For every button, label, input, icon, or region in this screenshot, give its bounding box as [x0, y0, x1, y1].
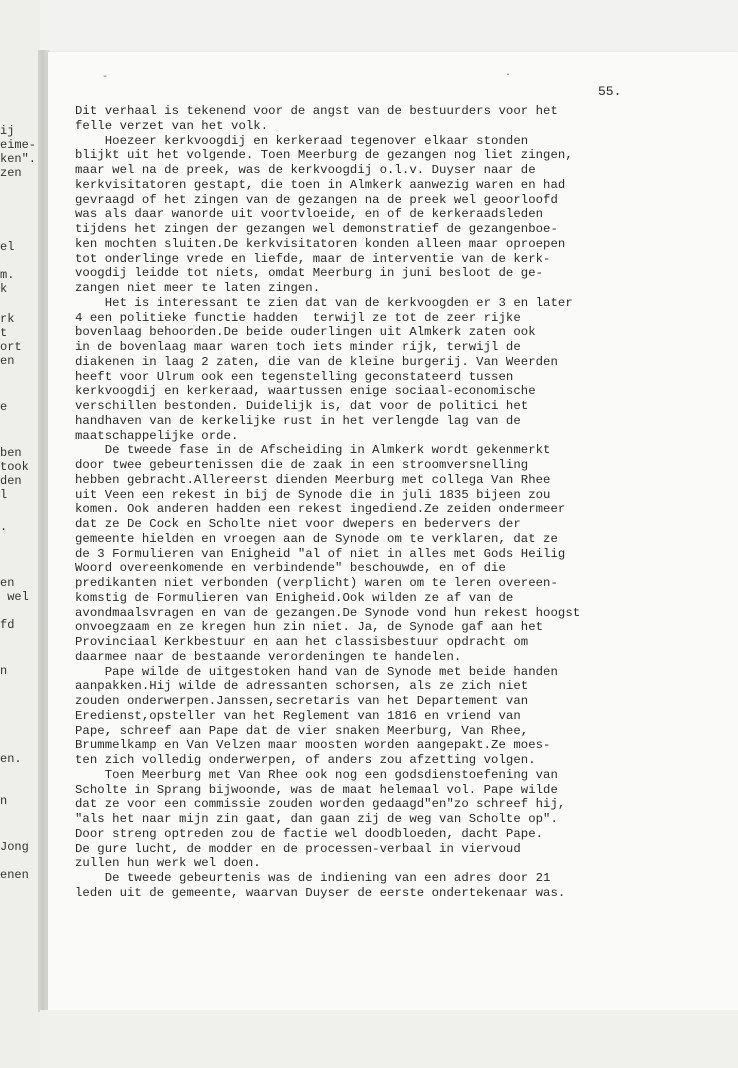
text-line: handhaven van de kerkelijke rust in het verlengde lag van de: [75, 413, 521, 428]
text-line: onvoegzaam en ze kregen hun zin niet. Ja, de Synode gaf aan het: [75, 620, 544, 635]
text-line: Woord overeenkomende en verbindende" beschouwde, en of die: [75, 561, 506, 576]
facing-page-text-fragment: en: [0, 576, 15, 590]
text-line: zouden onderwerpen.Janssen,secretaris van het Departement van: [75, 694, 529, 708]
text-line: uit Veen een rekest in bij de Synode die in juli 1835 bijeen zou: [75, 487, 551, 502]
facing-page-text-fragment: e: [0, 400, 8, 414]
typed-text-body: [75, 104, 695, 901]
text-line: tot onderlinge vrede en liefde, maar de interventie van de kerk-: [75, 251, 551, 266]
text-line: De tweede gebeurtenis was de indiening van een adres door 21: [75, 871, 551, 885]
text-line: hebben gebracht.Allereerst dienden Meerburg met collega Van Rhee: [75, 472, 551, 487]
text-line: verschillen bestonden. Duidelijk is, dat voor de politici het: [75, 399, 529, 413]
facing-page-text-fragment: l: [0, 488, 8, 502]
text-line: Eredienst,opsteller van het Reglement van 1816 en vriend van: [75, 708, 521, 723]
facing-page-text-fragment: rk: [0, 312, 15, 326]
facing-page-text-fragment: took: [0, 460, 29, 474]
text-line: daarmee naar de bestaande verordeningen te handelen.: [75, 649, 462, 664]
text-line: Door streng optreden zou de factie wel doodbloeden, dacht Pape.: [75, 826, 544, 841]
text-line: voogdij leidde tot niets, omdat Meerburg in juni besloot de ge-: [75, 266, 544, 281]
text-line: blijkt uit het volgende. Toen Meerburg de gezangen nog liet zingen,: [75, 148, 573, 163]
facing-page-text-fragment: en: [0, 354, 15, 368]
text-line: felle verzet van het volk.: [75, 118, 269, 133]
text-line: komstig de Formulieren van Enigheid.Ook wilden ze af van de: [75, 590, 514, 605]
text-line: komen. Ook anderen hadden een rekest ingediend.Ze zeiden ondermeer: [75, 502, 566, 517]
facing-page-text-fragment: Jong: [0, 840, 29, 854]
facing-page-edge: [0, 0, 40, 1068]
text-line: gevraagd of het zingen van de gezangen na de preek wel geoorloofd: [75, 192, 558, 207]
text-line: Provinciaal Kerkbestuur en aan het classisbestuur opdracht om: [75, 635, 529, 649]
text-line: 4 een politieke functie hadden terwijl ze tot de zeer rijke: [75, 310, 521, 325]
text-line: maar wel na de preek, was de kerkvoogdij o.l.v. Duyser naar de: [75, 163, 536, 177]
facing-page-text-fragment: ben: [0, 446, 22, 460]
facing-page-text-fragment: ort: [0, 340, 22, 354]
text-line: zangen niet meer te laten zingen.: [75, 281, 321, 295]
text-line: Toen Meerburg met Van Rhee ook nog een godsdienstoefening van: [75, 767, 558, 782]
text-line: Pape wilde de uitgestoken hand van de Synode met beide handen: [75, 664, 558, 679]
text-line: dat ze voor een commissie zouden worden gedaagd"en"zo schreef hij,: [75, 797, 566, 812]
text-line: Brummelkamp en Van Velzen maar moosten worden aangepakt.Ze moes-: [75, 738, 551, 753]
text-line: avondmaalsvragen en van de gezangen.De Synode vond hun rekest hoogst: [75, 605, 581, 620]
speck-mark: -: [102, 72, 109, 83]
text-line: Het is interessant te zien dat van de kerkvoogden er 3 en later: [75, 295, 573, 310]
text-line: was als daar wanorde uit voortvloeide, en of de kerkeraadsleden: [75, 207, 544, 222]
page-number: 55.: [598, 84, 622, 99]
text-line: heeft voor Ulrum ook een tegenstelling geconstateerd tussen: [75, 369, 514, 384]
text-line: ten zich volledig onderwerpen, of anders zou afzetting volgen.: [75, 753, 536, 767]
text-line: kerkvisitatoren gestapt, die toen in Almkerk aanwezig waren en had: [75, 177, 566, 192]
text-line: "als het naar mijn zin gaat, dan gaan zij de weg van Scholte op".: [75, 812, 558, 826]
facing-page-text-fragment: den: [0, 474, 22, 488]
text-line: Scholte in Sprang bijwoonde, was de maat helemaal vol. Pape wilde: [75, 782, 558, 797]
text-line: in de bovenlaag maar waren toch iets minder rijk, terwijl de: [75, 340, 521, 354]
text-line: predikanten niet verbonden (verplicht) waren om te leren overeen-: [75, 576, 558, 590]
text-line: De gure lucht, de modder en de processen-verbaal in viervoud: [75, 841, 521, 856]
facing-page-text-fragment: n: [0, 794, 8, 808]
text-line: dat ze De Cock en Scholte niet voor dwepers en bedervers der: [75, 517, 521, 531]
text-line: de 3 Formulieren van Enigheid "al of niet in alles met Gods Heilig: [75, 546, 566, 561]
facing-page-text-fragment: en.: [0, 752, 22, 766]
text-line: tijdens het zingen der gezangen wel demonstratief de gezangenboe-: [75, 222, 558, 236]
text-line: aanpakken.Hij wilde de adressanten schorsen, als ze zich niet: [75, 679, 529, 694]
facing-page-text-fragment: wel: [0, 590, 29, 604]
facing-page-text-fragment: eime-: [0, 138, 37, 152]
text-line: Hoezeer kerkvoogdij en kerkeraad tegenover elkaar stonden: [75, 133, 529, 148]
page-bottom-margin: [40, 1010, 738, 1068]
speck-mark: .: [505, 68, 512, 79]
facing-page-text-fragment: m.: [0, 268, 15, 282]
facing-page-text-fragment: ken".: [0, 152, 37, 166]
text-line: door twee gebeurtenissen die de zaak in een stroomversnelling: [75, 458, 529, 472]
text-line: ken mochten sluiten.De kerkvisitatoren konden alleen maar oproepen: [75, 236, 566, 251]
facing-page-text-fragment: enen: [0, 868, 29, 882]
facing-page-text-fragment: k: [0, 282, 8, 296]
facing-page-text-fragment: zen: [0, 166, 22, 180]
text-line: bovenlaag behoorden.De beide ouderlingen uit Almkerk zaten ook: [75, 325, 536, 340]
text-line: leden uit de gemeente, waarvan Duyser de eerste ondertekenaar was.: [75, 885, 566, 900]
facing-page-text-fragment: fd: [0, 618, 15, 632]
text-line: Pape, schreef aan Pape dat de vier snaken Meerburg, Van Rhee,: [75, 723, 529, 738]
facing-page-text-fragment: el: [0, 240, 15, 254]
facing-page-text-fragment: t: [0, 326, 8, 340]
facing-page-text-fragment: ij: [0, 124, 15, 138]
text-line: zullen hun werk wel doen.: [75, 856, 261, 871]
facing-page-text-fragment: n: [0, 664, 8, 678]
text-line: kerkvoogdij en kerkeraad, waartussen enige sociaal-economische: [75, 384, 536, 399]
text-line: diakenen in laag 2 zaten, die van de kleine burgerij. Van Weerden: [75, 354, 558, 369]
text-line: De tweede fase in de Afscheiding in Almkerk wordt gekenmerkt: [75, 443, 551, 458]
text-line: gemeente hielden en vroegen aan de Synode om te verklaren, dat ze: [75, 531, 558, 546]
text-line: Dit verhaal is tekenend voor de angst van de bestuurders voor het: [75, 104, 558, 118]
text-line: maatschappelijke orde.: [75, 428, 239, 443]
facing-page-text-fragment: .: [0, 520, 8, 534]
